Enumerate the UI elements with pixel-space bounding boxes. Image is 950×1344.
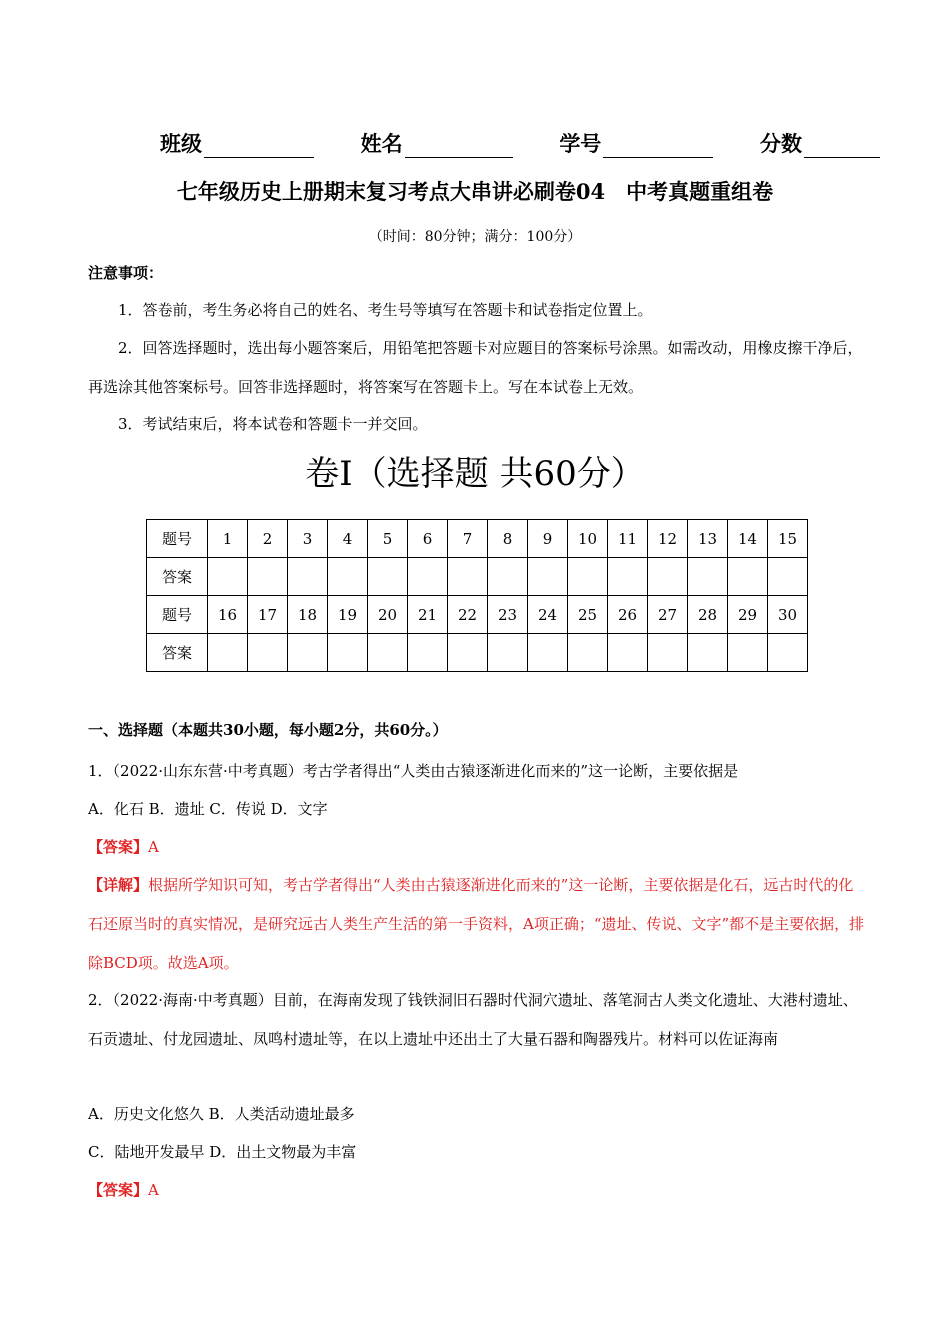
table-row: [147, 596, 808, 634]
question-number: 10: [568, 520, 608, 558]
name-blank[interactable]: [405, 135, 513, 158]
question-number: 6: [408, 520, 448, 558]
answer-cell[interactable]: [328, 558, 368, 596]
question-number: 20: [368, 596, 408, 634]
answer-cell[interactable]: [208, 634, 248, 672]
question-1-stem: 1．（2022·山东东营·中考真题）考古学者得出“人类由古猿逐渐进化而来的”这一论断，主要依据是: [88, 762, 739, 780]
question-number: 14: [728, 520, 768, 558]
answer-cell[interactable]: [288, 634, 328, 672]
answer-cell[interactable]: [488, 634, 528, 672]
answer-value: A: [148, 1181, 159, 1199]
question-1-options: A．化石 B．遗址 C．传说 D．文字: [88, 800, 328, 818]
question-number: 21: [408, 596, 448, 634]
question-number: 13: [688, 520, 728, 558]
answer-cell[interactable]: [368, 558, 408, 596]
answer-tag: 【答案】: [88, 838, 149, 856]
score-field[interactable]: [760, 124, 880, 158]
question-1-answer: [88, 828, 866, 867]
answer-cell[interactable]: [768, 634, 808, 672]
question-1-detail: [88, 866, 866, 983]
question-number: 4: [328, 520, 368, 558]
question-number: 5: [368, 520, 408, 558]
question-number: 22: [448, 596, 488, 634]
answer-cell[interactable]: [208, 558, 248, 596]
answer-cell[interactable]: [608, 558, 648, 596]
question-number: 7: [448, 520, 488, 558]
question-number: 16: [208, 596, 248, 634]
question-number: 3: [288, 520, 328, 558]
answer-cell[interactable]: [648, 558, 688, 596]
student-id-field[interactable]: [559, 124, 713, 158]
answer-cell[interactable]: [728, 558, 768, 596]
answer-cell[interactable]: [248, 558, 288, 596]
answer-cell[interactable]: [528, 558, 568, 596]
answer-cell[interactable]: [608, 634, 648, 672]
question-2-answer: [88, 1171, 866, 1210]
notice-item-1: 1．答卷前，考生务必将自己的姓名、考生号等填写在答题卡和试卷指定位置上。: [118, 301, 653, 319]
section-title: 卷Ⅰ（选择题 共60分）: [305, 454, 645, 494]
notice-item-3: 3．考试结束后，将本试卷和答题卡一并交回。: [118, 415, 428, 433]
student-id-label: 学号: [559, 131, 602, 156]
question-number-label: 题号: [147, 596, 208, 634]
answer-cell[interactable]: [688, 558, 728, 596]
notice-item-2: 2．回答选择题时，选出每小题答案后，用铅笔把答题卡对应题目的答案标号涂黑。如需改动，用橡皮擦干净后，再选涂其他答案标号。回答非选择题时，将答案写在答题卡上。写在本试卷上无效。: [88, 339, 863, 396]
answer-table: [146, 519, 808, 672]
answer-value: A: [148, 838, 159, 856]
answer-cell[interactable]: [368, 634, 408, 672]
detail-text: 根据所学知识可知，考古学者得出“人类由古猿逐渐进化而来的”这一论断，主要依据是化石，远古时代的化石还原当时的真实情况，是研究远古人类生产生活的第一手资料，A项正确；“遗址、传说、文字”都不是主要依据，排除BCD项。故选A项。: [88, 876, 865, 972]
question-number: 17: [248, 596, 288, 634]
answer-cell[interactable]: [768, 558, 808, 596]
score-blank[interactable]: [804, 135, 880, 158]
question-2-stem: 2．（2022·海南·中考真题）目前，在海南发现了钱铁洞旧石器时代洞穴遗址、落笔洞古人类文化遗址、大港村遗址、石贡遗址、付龙园遗址、凤鸣村遗址等，在以上遗址中还出土了大量石器和陶器残片。材料可以佐证海南: [88, 991, 858, 1048]
question-number: 1: [208, 520, 248, 558]
question-number: 2: [248, 520, 288, 558]
notice-title: 注意事项：: [88, 264, 164, 282]
answer-tag: 【答案】: [88, 1181, 149, 1199]
student-id-blank[interactable]: [603, 135, 713, 158]
class-field[interactable]: [160, 124, 314, 158]
answer-cell[interactable]: [568, 558, 608, 596]
detail-tag: 【详解】: [88, 876, 149, 894]
score-label: 分数: [759, 131, 802, 156]
part1-heading: 一、选择题（本题共30小题，每小题2分，共60分。）: [88, 721, 448, 739]
name-field[interactable]: [361, 124, 513, 158]
name-label: 姓名: [360, 131, 403, 156]
question-number: 26: [608, 596, 648, 634]
answer-label: 答案: [147, 634, 208, 672]
question-number: 29: [728, 596, 768, 634]
table-row: [147, 634, 808, 672]
answer-cell[interactable]: [408, 558, 448, 596]
table-row: [147, 520, 808, 558]
question-2-options-2: C．陆地开发最早 D．出土文物最为丰富: [88, 1143, 357, 1161]
student-info-fields: [160, 124, 880, 158]
question-number: 28: [688, 596, 728, 634]
class-blank[interactable]: [204, 135, 314, 158]
answer-cell[interactable]: [448, 558, 488, 596]
question-number: 8: [488, 520, 528, 558]
answer-cell[interactable]: [648, 634, 688, 672]
answer-cell[interactable]: [408, 634, 448, 672]
class-label: 班级: [160, 131, 202, 156]
answer-label: 答案: [147, 558, 208, 596]
question-number: 27: [648, 596, 688, 634]
answer-cell[interactable]: [688, 634, 728, 672]
answer-cell[interactable]: [328, 634, 368, 672]
question-number: 19: [328, 596, 368, 634]
question-number: 9: [528, 520, 568, 558]
question-number-label: 题号: [147, 520, 208, 558]
answer-cell[interactable]: [568, 634, 608, 672]
answer-cell[interactable]: [448, 634, 488, 672]
answer-cell[interactable]: [288, 558, 328, 596]
question-number: 18: [288, 596, 328, 634]
question-number: 11: [608, 520, 648, 558]
question-number: 30: [768, 596, 808, 634]
question-number: 12: [648, 520, 688, 558]
question-number: 24: [528, 596, 568, 634]
question-2-options-1: A．历史文化悠久 B．人类活动遗址最多: [88, 1105, 355, 1123]
exam-title: 七年级历史上册期末复习考点大串讲必刷卷04 中考真题重组卷: [176, 179, 774, 204]
answer-cell[interactable]: [528, 634, 568, 672]
question-number: 23: [488, 596, 528, 634]
exam-subtitle: （时间：80分钟；满分：100分）: [368, 229, 582, 245]
answer-cell[interactable]: [248, 634, 288, 672]
question-number: 15: [768, 520, 808, 558]
answer-cell[interactable]: [488, 558, 528, 596]
answer-cell[interactable]: [728, 634, 768, 672]
question-number: 25: [568, 596, 608, 634]
table-row: [147, 558, 808, 596]
